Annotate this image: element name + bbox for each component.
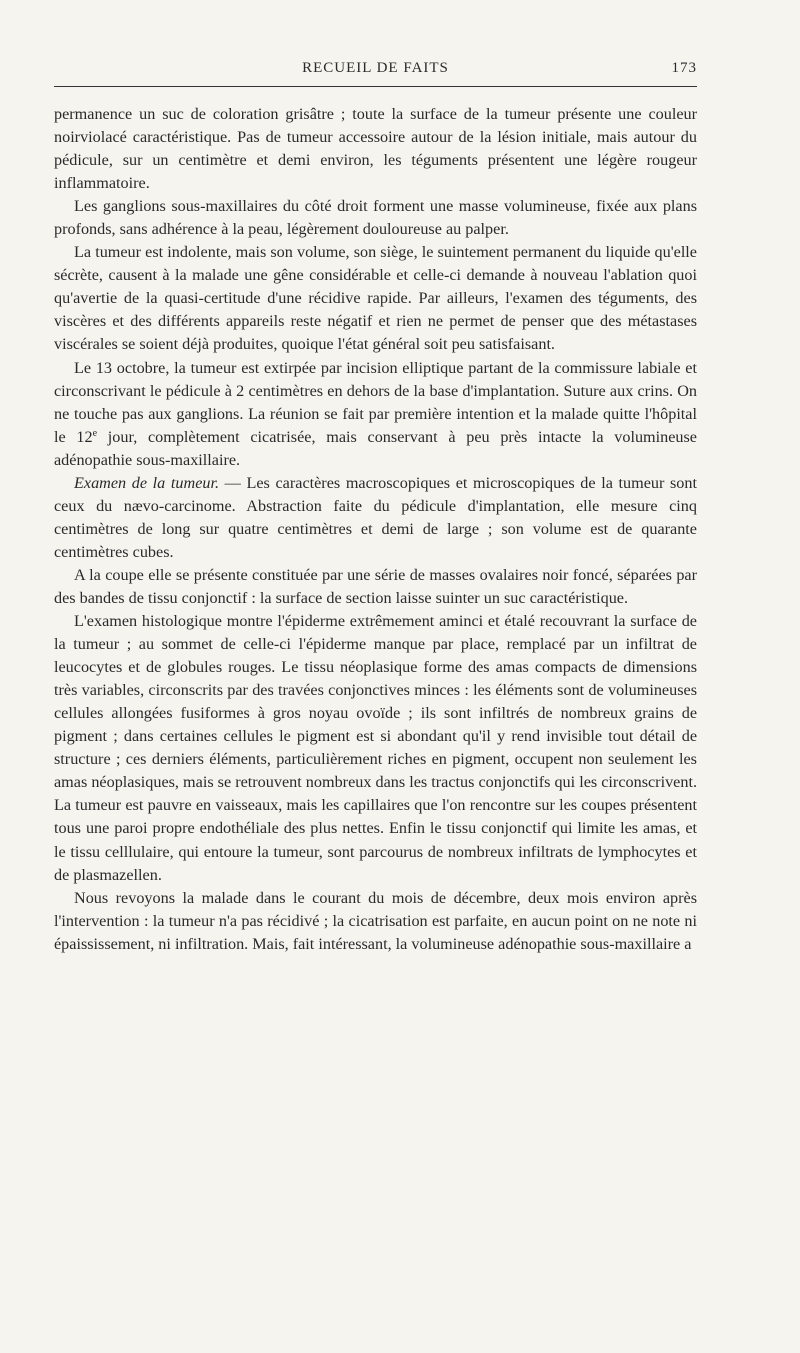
paragraph: Les ganglions sous-maxillaires du côté droit forment une masse volumineuse, fixée aux plans profonds, sans adhérence à la peau, légèrement douloureuse au palper. — [54, 197, 697, 239]
paragraph: Examen de la tumeur. — Les caractères macroscopiques et microscopiques de la tumeur sont ceux du nævo-carcinome. Abstraction faite du pédicule d'implantation, elle mesure cinq centimètres de long sur quatre centimètres et demi de large ; son volume est de quarante centimètres cubes. — [54, 473, 697, 561]
superscript: e — [92, 427, 98, 439]
paragraph: A la coupe elle se présente constituée par une série de masses ovalaires noir foncé, séparées par des bandes de tissu conjonctif : la surface de section laisse suinter un suc caractéristique. — [54, 565, 697, 607]
page — [54, 56, 697, 956]
body-text — [54, 103, 697, 956]
paragraph: Le 13 octobre, la tumeur est extirpée par incision elliptique partant de la commissure labiale et circonscrivant le pédicule à 2 centimètres en dehors de la base d'implantation. Suture aux crins. On ne touche pas aux ganglions. La réunion se fait par première intention et la malade quitte l'hôpital le 12e jour, complètement cicatrisée, mais conservant à peu près intacte la volumineuse adénopathie sous-maxillaire. — [54, 358, 697, 469]
paragraph: L'examen histologique montre l'épiderme extrêmement aminci et étalé recouvrant la surface de la tumeur ; au sommet de celle-ci l'épiderme manque par place, remplacé par un infiltrat de leucocytes et de globules rouges. Le tissu néoplasique forme des amas compacts de dimensions très variables, circonscrits par des travées conjonctives minces : les éléments sont de volumineuses cellules allongées fusiformes à gros noyau ovoïde ; ils sont infiltrés de nombreux grains de pigment ; dans certaines cellules le pigment est si abondant qu'il y rend invisible tout détail de structure ; ces derniers éléments, particulièrement riches en pigment, occupent non seulement les amas néoplasiques, mais se retrouvent nombreux dans les tractus conjonctifs qui les circonscrivent. La tumeur est pauvre en vaisseaux, mais les capillaires que l'on rencontre sur les coupes présentent tous une paroi propre endothéliale des plus nettes. Enfin le tissu conjonctif qui limite les amas, et le tissu celllulaire, qui entoure la tumeur, sont parcourus de nombreux infiltrats de lymphocytes et de plasmazellen. — [54, 612, 697, 884]
running-header — [54, 56, 697, 86]
paragraph: Nous revoyons la malade dans le courant du mois de décembre, deux mois environ après l'intervention : la tumeur n'a pas récidivé ; la cicatrisation est parfaite, en aucun point on ne note ni épaississement, ni infiltration. Mais, fait intéressant, la volumineuse adénopathie sous-maxillaire a — [54, 888, 697, 953]
running-title: RECUEIL DE FAITS — [302, 60, 449, 76]
paragraph: permanence un suc de coloration grisâtre ; toute la surface de la tumeur présente une couleur noirviolacé caractéristique. Pas de tumeur accessoire autour de la lésion initiale, mais autour du pédicule, sur un centimètre et demi environ, les téguments présentent une légère rougeur inflammatoire. — [54, 105, 697, 193]
paragraph: La tumeur est indolente, mais son volume, son siège, le suintement permanent du liquide qu'elle sécrète, causent à la malade une gêne considérable et celle-ci demande à nouveau l'ablation quoi qu'avertie de la quasi-certitude d'une récidive rapide. Par ailleurs, l'examen des téguments, des viscères et des différents appareils reste négatif et rien ne permet de penser que des métastases viscérales se soient déjà produites, quoique l'état général soit peu satisfaisant. — [54, 243, 697, 354]
page-number: 173 — [671, 60, 697, 76]
section-lead: Examen de la tumeur. — [74, 473, 220, 492]
header-rule — [54, 86, 697, 87]
